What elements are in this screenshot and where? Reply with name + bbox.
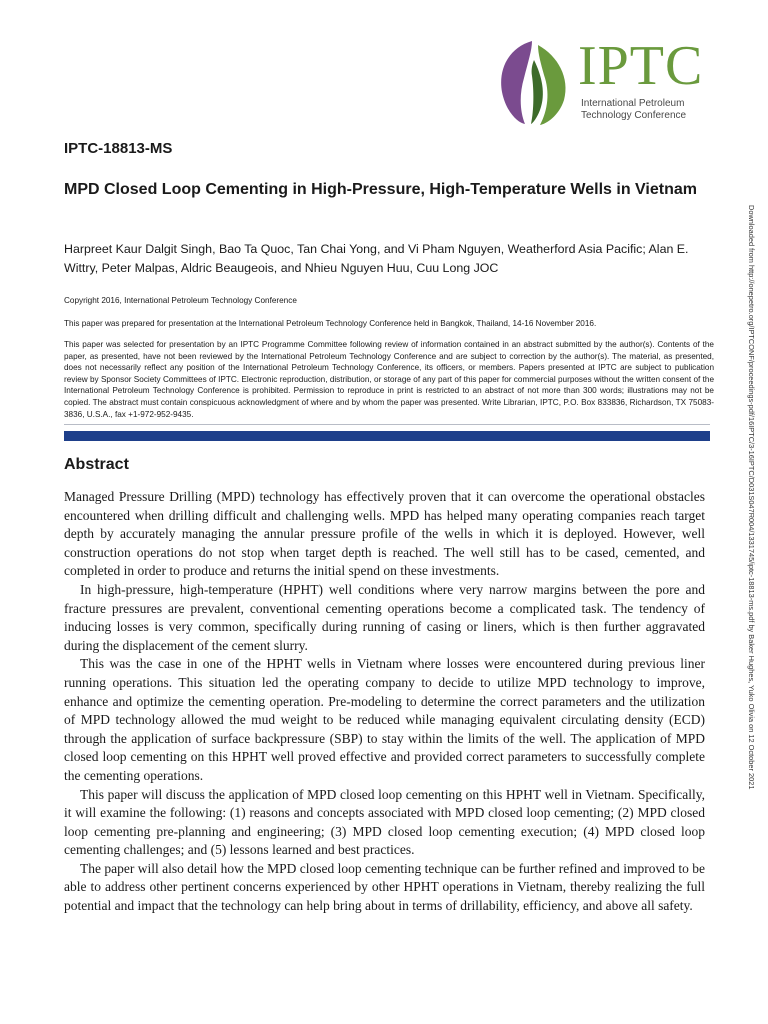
presentation-notice: This paper was prepared for presentation at the International Petroleum Technology Conference held in Bangkok, Thailand, 14-16 November 2016.: [64, 319, 597, 328]
download-watermark: [744, 205, 758, 855]
disclaimer-text: This paper was selected for presentation by an IPTC Programme Committee following review of information contained in an abstract submitted by the author(s). Contents of the paper, as presented, have not been reviewed by the International Petroleum Technology Conference and are subject to correction by the author(s). The material, as presented, does not necessarily reflect any position of the International Petroleum Technology Conference, its officers, or members. Papers presented at IPTC are subject to publication review by Sponsor Society Committees of IPTC. Electronic reproduction, distribution, or storage of any part of this paper for commercial purposes without the written consent of the International Petroleum Technology Conference is prohibited. Permission to reproduce in print is restricted to an abstract of not more than 300 words; illustrations may not be copied. The abstract must contain conspicuous acknowledgment of where and by whom the paper was presented. Write Librarian, IPTC, P.O. Box 833836, Richardson, TX 75083-3836, U.S.A., fax +1-972-952-9435.: [64, 340, 714, 419]
logo-subtitle: [581, 98, 686, 122]
logo-subtitle-line2: Technology Conference: [581, 110, 687, 121]
paper-title: MPD Closed Loop Cementing in High-Pressure, High-Temperature Wells in Vietnam: [64, 181, 697, 198]
author-list: Harpreet Kaur Dalgit Singh, Bao Ta Quoc, Tan Chai Yong, and Vi Pham Nguyen, Weatherford Asia Pacific; Alan E. Wittry, Peter Malpas, Aldric Beaugeois, and Nhieu Nguyen Huu, Cuu Long JOC: [64, 242, 689, 275]
iptc-flame-icon: [498, 40, 578, 125]
header-rule-band: [64, 431, 710, 441]
abstract-paragraph: The paper will also detail how the MPD closed loop cementing technique can be further refined and improved to be able to address other pertinent concerns experienced by other HPHT operations in Vietnam, thereby realizing the full potential and impact that the technology can help bring about in terms of drillability, efficiency, and above all safety.: [64, 860, 705, 914]
abstract-paragraph: This paper will discuss the application of MPD closed loop cementing on this HPHT well in Vietnam. Specifically, it will examine the following: (1) reasons and concepts associated with MPD closed loop cementing; (2) MPD closed loop cementing pre-planning and engineering; (3) MPD closed loop cementing execution; (4) MPD closed loop cementing challenges; and (5) lessons learned and best practices.: [64, 786, 705, 858]
download-note: Downloaded from http://onepetro.org/IPTCONF/proceedings-pdf/16IPTC/3-16IPTC/D031S047R004/1331745/iptc-18813-ms.pdf by Baker Hughes, Yuko Olivia on 12 October 2021: [747, 205, 756, 790]
abstract-paragraph: Managed Pressure Drilling (MPD) technology has effectively proven that it can overcome the operational obstacles encountered when drilling difficult and challenging wells. MPD has helped many operating companies reach target depth by accurately managing the annular pressure profile of the wells in which it is deployed. However, well construction operations do not stop when target depth is reached. The well still has to be cased, cemented, and completed in order to produce and returns the initial spend on these investments.: [64, 489, 705, 579]
paper-id: IPTC-18813-MS: [64, 140, 173, 157]
header-rule-thin: [64, 424, 710, 425]
logo-acronym: IPTC: [578, 35, 704, 97]
copyright-notice: Copyright 2016, International Petroleum Technology Conference: [64, 296, 297, 305]
abstract-heading: Abstract: [64, 456, 129, 473]
abstract-paragraph: In high-pressure, high-temperature (HPHT) well conditions where very narrow margins between the pore and fracture pressures are prevalent, conventional cementing operations become a complicated task. The tendency of inducing losses is very common, specifically during running of casing or liners, which is then further aggravated during the displacement of the cement slurry.: [64, 581, 705, 653]
abstract-body: [64, 488, 705, 916]
abstract-paragraph: This was the case in one of the HPHT wells in Vietnam where losses were encountered during previous liner running operations. This situation led the operating company to decide to utilize MPD technology to improve, enhance and optimize the cementing operation. Pre-modeling to determine the correct parameters and the utilization of MPD technology allowed the mud weight to be reduced while managing equivalent circulating density (ECD) through the application of surface backpressure (SBP) to stay within the limits of the well. The application of MPD closed loop cementing on this HPHT well proved effective and provided correct parameters to successfully complete the cementing operations.: [64, 656, 705, 783]
logo-subtitle-line1: International Petroleum: [581, 98, 685, 109]
iptc-logo: [498, 35, 708, 125]
